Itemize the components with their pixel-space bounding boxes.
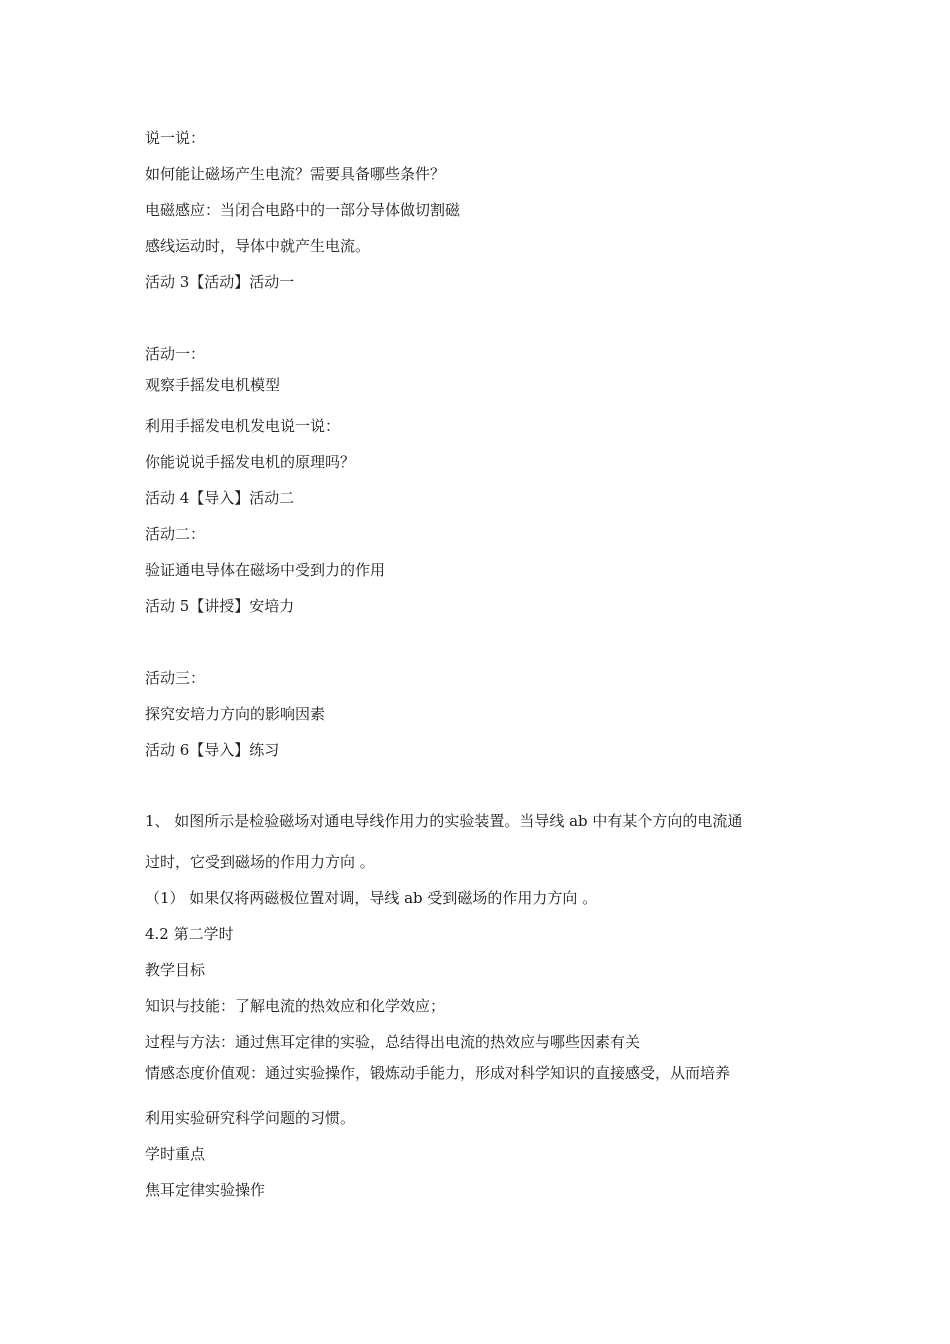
text-line: 活动 5【讲授】安培力 [145,597,295,615]
text-line: 探究安培力方向的影响因素 [145,705,326,723]
text-line: 如何能让磁场产生电流？需要具备哪些条件？ [145,165,446,183]
text-line: 验证通电导体在磁场中受到力的作用 [145,561,386,579]
text-line: 活动二： [145,525,206,543]
text-line: （1） 如果仅将两磁极位置对调，导线 ab 受到磁场的作用力方向 。 [145,889,598,907]
text-line: 活动 3【活动】活动一 [145,273,295,291]
text-line: 知识与技能：了解电流的热效应和化学效应； [145,997,446,1015]
text-line: 4.2 第二学时 [145,925,234,943]
text-line: 利用实验研究科学问题的习惯。 [145,1109,356,1127]
text-line: 感线运动时，导体中就产生电流。 [145,237,371,255]
text-line: 活动一： [145,345,206,363]
text-line: 你能说说手摇发电机的原理吗？ [145,453,356,471]
text-line: 利用手摇发电机发电说一说： [145,417,341,435]
text-line: 教学目标 [145,961,206,979]
text-line: 情感态度价值观：通过实验操作，锻炼动手能力，形成对科学知识的直接感受，从而培养 [145,1064,731,1082]
text-line: 学时重点 [145,1145,206,1163]
text-line: 1、 如图所示是检验磁场对通电导线作用力的实验装置。当导线 ab 中有某个方向的电流通 [145,812,743,830]
text-line: 观察手摇发电机模型 [145,376,281,394]
text-line: 活动三： [145,669,206,687]
text-line: 过时，它受到磁场的作用力方向 。 [145,853,375,871]
text-line: 过程与方法：通过焦耳定律的实验，总结得出电流的热效应与哪些因素有关 [145,1033,641,1051]
text-line: 活动 4【导入】活动二 [145,489,295,507]
text-line: 说一说： [145,129,206,147]
text-line: 活动 6【导入】练习 [145,741,280,759]
text-line: 电磁感应：当闭合电路中的一部分导体做切割磁 [145,201,461,219]
text-line: 焦耳定律实验操作 [145,1181,266,1199]
